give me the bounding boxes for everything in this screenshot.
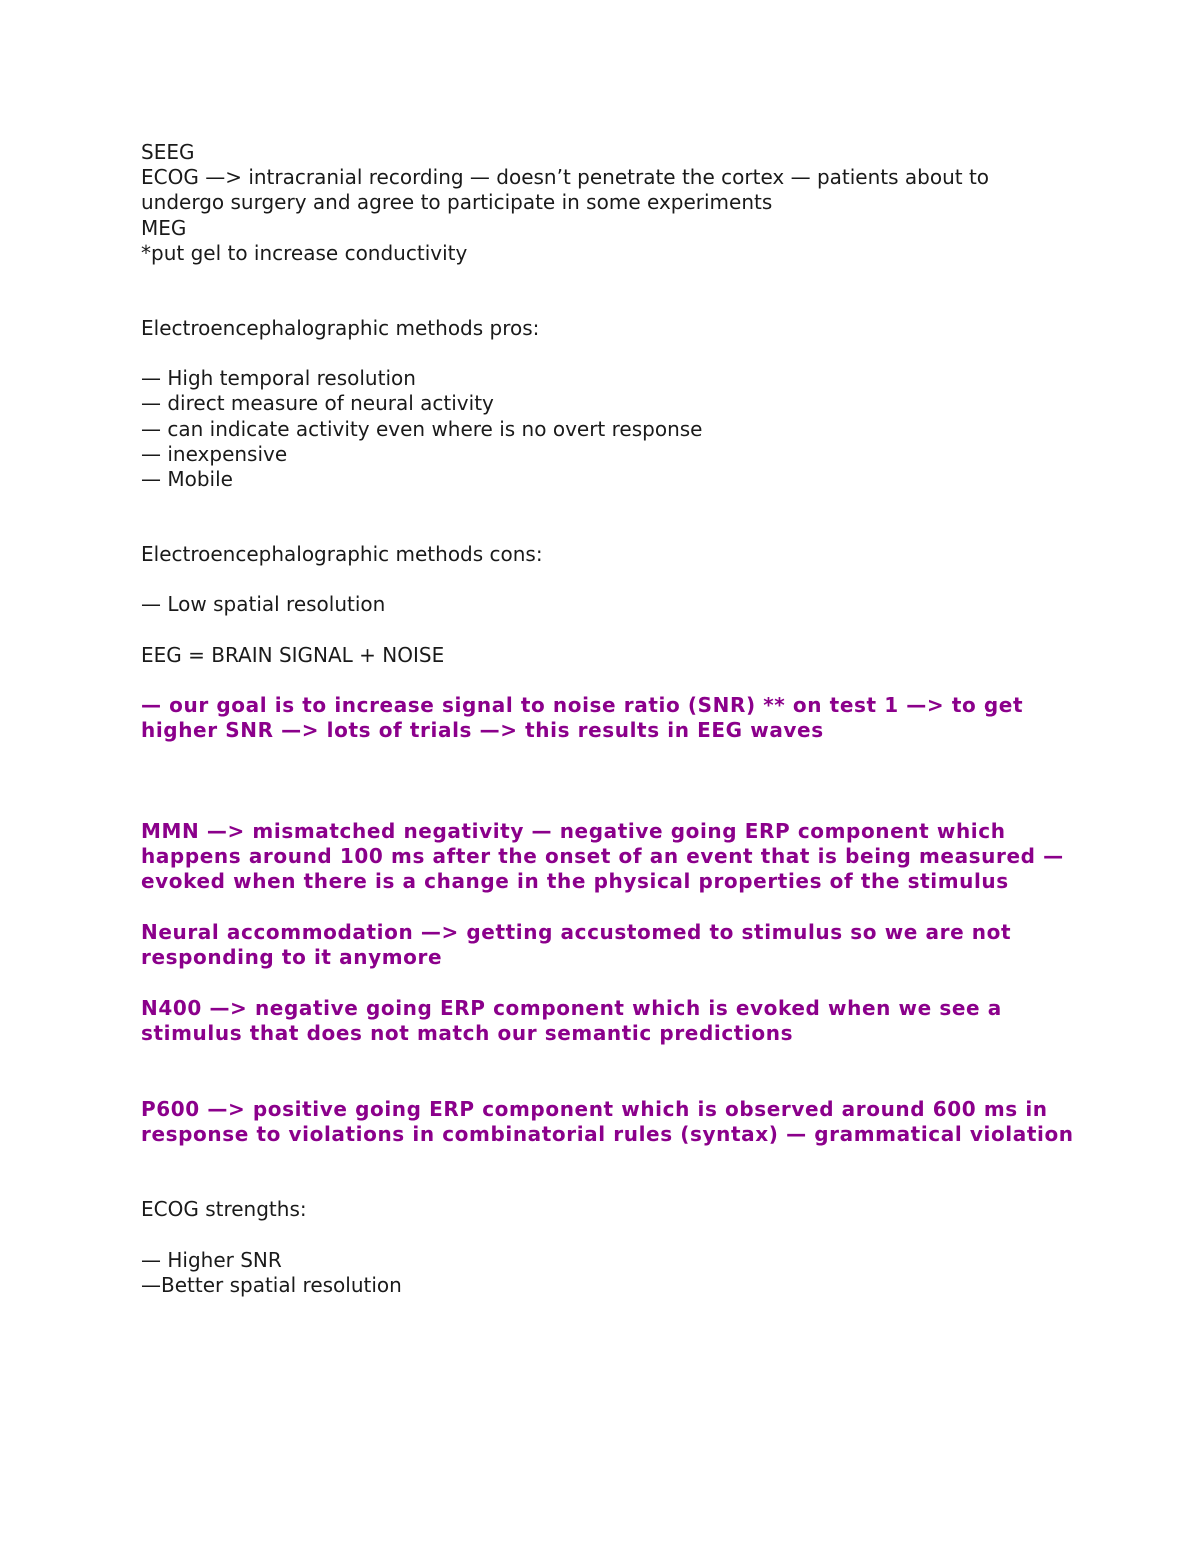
ecog-strengths-heading: ECOG strengths: (141, 1197, 307, 1222)
pros-item: — direct measure of neural activity (141, 391, 494, 416)
cons-heading: Electroencephalographic methods cons: (141, 542, 543, 567)
meg-line: MEG (141, 215, 187, 240)
pros-item: — Mobile (141, 467, 233, 492)
seeg-line: SEEG (141, 140, 195, 164)
document-page (141, 140, 1076, 1298)
p600-highlight: P600 —> positive going ERP component which is observed around 600 ms in response to violations in combinatorial rules (syntax) — grammatical violation (141, 1096, 1074, 1146)
n400-highlight: N400 —> negative going ERP component which is evoked when we see a stimulus that does not match our semantic predictions (141, 995, 1002, 1046)
ecog-strength-item: — Higher SNR (141, 1247, 282, 1272)
pros-heading: Electroencephalographic methods pros: (141, 316, 540, 341)
pros-item: — High temporal resolution (141, 366, 416, 391)
pros-item: — inexpensive (141, 441, 288, 466)
cons-item: — Low spatial resolution (141, 592, 386, 617)
eeg-equation: EEG = BRAIN SIGNAL + NOISE (141, 642, 445, 667)
snr-highlight: — our goal is to increase signal to noise ratio (SNR) ** on test 1 —> to get higher SNR —> lots of trials —> this results in EEG waves (141, 692, 1024, 743)
mmn-highlight: MMN —> mismatched negativity — negative going ERP component which happens around 100 ms after the onset of an event that is being measured — evoked when there is a change in the physical properties of the stimulus (141, 818, 1064, 894)
pros-item: — can indicate activity even where is no overt response (141, 416, 703, 441)
gel-note: *put gel to increase conductivity (141, 240, 468, 265)
accommodation-highlight: Neural accommodation —> getting accustomed to stimulus so we are not responding to it anymore (141, 919, 1012, 970)
ecog-strength-item: —Better spatial resolution (141, 1272, 402, 1297)
ecog-description: ECOG —> intracranial recording — doesn’t penetrate the cortex — patients about to undergo surgery and agree to participate in some experiments (141, 165, 990, 215)
